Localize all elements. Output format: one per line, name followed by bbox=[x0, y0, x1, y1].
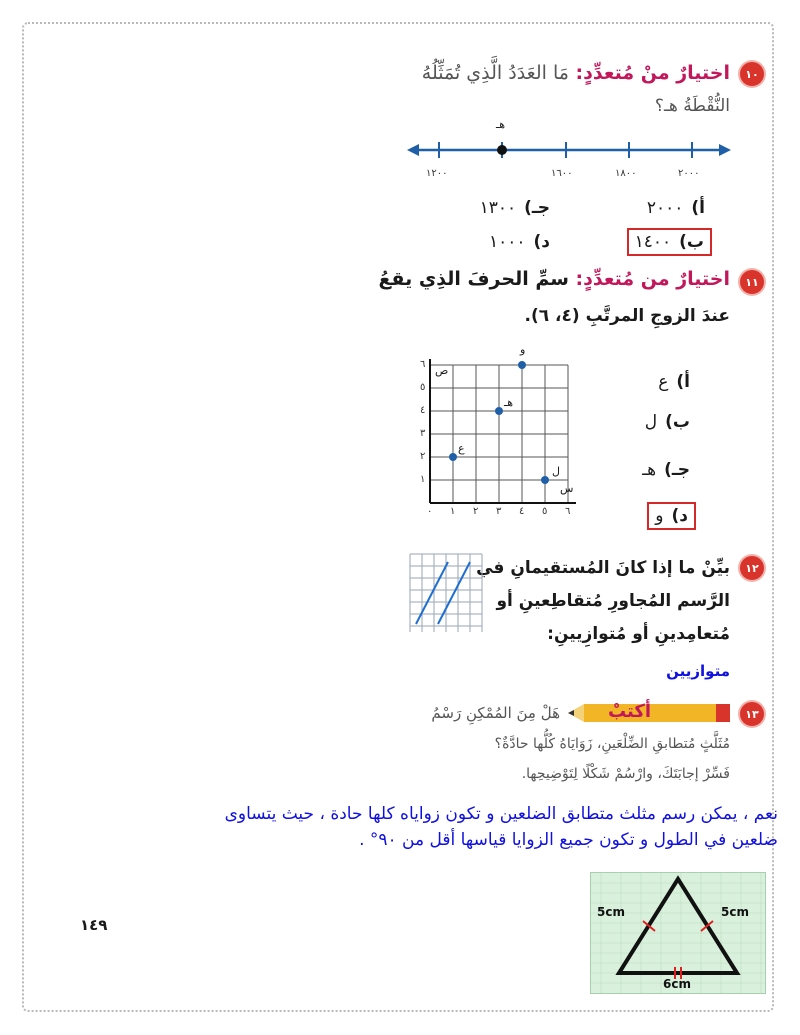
q10-option-d[interactable]: د)١٠٠٠ bbox=[488, 232, 550, 252]
q13-badge: ١٣ bbox=[740, 702, 764, 726]
y-tick: ٢ bbox=[420, 451, 426, 462]
q13-banner-label: أكتبْ bbox=[608, 701, 652, 722]
x-tick: ٤ bbox=[519, 506, 525, 517]
q11-option-c[interactable]: جـ)هـ bbox=[642, 460, 690, 480]
q13-answer-line-1: نعم ، يمكن رسم مثلث متطابق الضلعين و تكون زواياه كلها حادة ، حيث يتساوى bbox=[224, 804, 778, 824]
q10-question bbox=[210, 62, 730, 84]
q12-text-1: بيِّنْ ما إذا كانَ المُستقيمانِ في bbox=[476, 558, 730, 578]
q11-option-a[interactable]: أ)ع bbox=[658, 372, 690, 392]
q10-option-b-selected[interactable]: ب)١٤٠٠ bbox=[627, 228, 712, 256]
triangle-right-label: 5cm bbox=[721, 905, 749, 919]
triangle-base-label: 6cm bbox=[663, 977, 691, 991]
arrow-right-icon bbox=[719, 144, 731, 156]
y-tick: ٥ bbox=[420, 382, 426, 393]
q11-option-d-selected[interactable]: د)و bbox=[647, 502, 696, 530]
q11-label: اختيارٌ من مُتعدِّدٍ: bbox=[575, 268, 730, 290]
point-lam bbox=[541, 476, 549, 484]
q10-label: اختيارٌ منْ مُتعدِّدٍ: bbox=[575, 62, 730, 84]
q10-text-1: مَا العَدَدُ الَّذِي تُمَثِّلُهُ bbox=[421, 62, 569, 84]
x-tick: ٣ bbox=[496, 506, 502, 517]
y-tick: ٤ bbox=[420, 405, 426, 416]
page-number: ١٤٩ bbox=[80, 916, 108, 934]
q11-question bbox=[210, 268, 730, 290]
q13-text-1: هَلْ مِنَ المُمْكِنِ رَسْمُ bbox=[431, 704, 560, 722]
triangle-left-label: 5cm bbox=[597, 905, 625, 919]
grid-label-ain: ع bbox=[458, 442, 465, 455]
y-axis-label: ص bbox=[435, 364, 449, 377]
q12-parallel-lines-figure bbox=[408, 552, 486, 634]
x-tick: ٥ bbox=[542, 506, 548, 517]
point-ain bbox=[449, 453, 457, 461]
q10-badge: ١٠ bbox=[740, 62, 764, 86]
y-tick: ١ bbox=[420, 474, 426, 485]
q10-option-a[interactable]: أ)٢٠٠٠ bbox=[646, 198, 705, 218]
x-tick: ١ bbox=[450, 506, 456, 517]
q11-coordinate-grid bbox=[420, 355, 595, 520]
q13-answer-line-2: ضلعين في الطول و تكون جميع الزوايا قياسها أقل من ٩٠° . bbox=[359, 830, 778, 850]
triangle-figure bbox=[590, 872, 766, 994]
q10-option-c[interactable]: جـ)١٣٠٠ bbox=[479, 198, 550, 218]
q13-text-3: فَسِّرْ إجابَتَكَ، وارْسُمْ شَكْلًا لِتَوْضِيحِها. bbox=[521, 766, 730, 782]
grid-label-ha: هـ bbox=[504, 396, 514, 409]
q12-text-2: الرَّسم المُجاورِ مُتقاطِعينِ أو bbox=[496, 591, 730, 611]
q11-badge: ١١ bbox=[740, 270, 764, 294]
y-tick: ٣ bbox=[420, 428, 426, 439]
q12-text-3: مُتعامِدينِ أو مُتوازِيينِ: bbox=[547, 624, 730, 644]
pencil-icon bbox=[568, 700, 736, 726]
q11-option-b[interactable]: ب)ل bbox=[644, 412, 690, 432]
point-waw bbox=[518, 361, 526, 369]
y-tick: ٦ bbox=[420, 359, 426, 370]
q13-text-2: مُثَلَّثٍ مُتطابقِ الضِّلْعَينِ، زَوَايَاهُ كُلُّها حادَّةٌ؟ bbox=[494, 736, 730, 752]
x-tick: ٦ bbox=[565, 506, 571, 517]
q10-tick-2000: ٢٠٠٠ bbox=[678, 168, 700, 179]
q10-text-2: النُّقْطَةُ هـ؟ bbox=[654, 96, 730, 116]
q12-badge: ١٢ bbox=[740, 556, 764, 580]
q10-tick-1200: ١٢٠٠ bbox=[426, 168, 448, 179]
q12-answer: متوازيين bbox=[666, 662, 730, 680]
q13-pencil-banner bbox=[568, 700, 736, 726]
point-ha bbox=[495, 407, 503, 415]
grid-label-waw: و bbox=[520, 343, 526, 356]
point-h bbox=[497, 145, 507, 155]
q11-text-1: سمِّ الحرفَ الذِي يقعُ bbox=[378, 268, 569, 290]
x-tick: ٢ bbox=[473, 506, 479, 517]
q10-point-label: هـ bbox=[496, 118, 506, 131]
q10-tick-1600: ١٦٠٠ bbox=[551, 168, 573, 179]
q10-tick-1800: ١٨٠٠ bbox=[615, 168, 637, 179]
x-tick: ٠ bbox=[427, 506, 433, 517]
x-axis-label: س bbox=[560, 482, 574, 495]
grid-label-lam: ل bbox=[552, 465, 560, 478]
arrow-left-icon bbox=[407, 144, 419, 156]
q11-text-2: عندَ الزوجِ المرتَّبِ (٤، ٦). bbox=[524, 306, 730, 326]
